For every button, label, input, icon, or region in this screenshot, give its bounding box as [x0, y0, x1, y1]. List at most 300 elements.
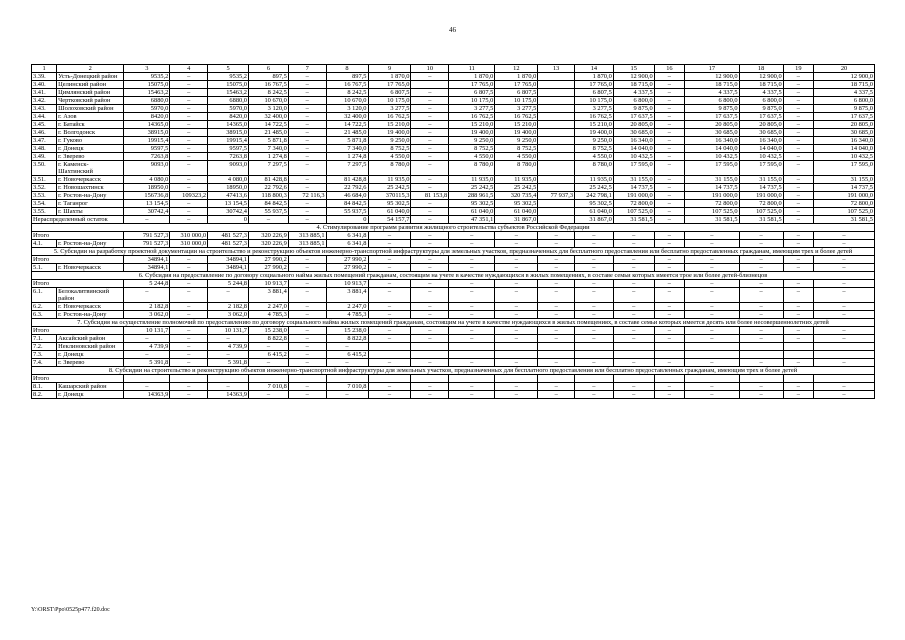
value-cell: [449, 351, 495, 359]
value-cell: –: [411, 256, 449, 264]
value-cell: 16 340,0: [814, 137, 875, 145]
value-cell: 14365,0: [208, 121, 249, 129]
value-cell: 4 080,0: [208, 176, 249, 184]
value-cell: 6 800,0: [814, 97, 875, 105]
value-cell: –: [124, 383, 170, 391]
value-cell: 72 800,0: [685, 200, 740, 208]
header-cell: 20: [814, 65, 875, 73]
value-cell: –: [288, 113, 326, 121]
value-cell: –: [783, 232, 813, 240]
value-cell: [739, 351, 783, 359]
row-number: 6.1.: [32, 288, 57, 303]
value-cell: –: [449, 335, 495, 343]
value-cell: –: [538, 280, 575, 288]
value-cell: [538, 129, 575, 137]
value-cell: –: [814, 288, 875, 303]
value-cell: 8 822,8: [326, 335, 368, 343]
value-cell: –: [170, 288, 208, 303]
value-cell: –: [170, 383, 208, 391]
value-cell: –: [654, 391, 684, 399]
row-name: Усть-Донецкий район: [57, 73, 124, 81]
value-cell: –: [411, 97, 449, 105]
value-cell: –: [170, 264, 208, 272]
value-cell: 10 432,5: [814, 153, 875, 161]
value-cell: –: [170, 311, 208, 319]
table-row: [32, 343, 875, 351]
value-cell: –: [783, 256, 813, 264]
table-row: [32, 73, 875, 81]
value-cell: –: [814, 311, 875, 319]
value-cell: [538, 161, 575, 176]
section-heading: 8. Субсидии на строительство и реконструкцию объектов инженерно-транспортной инфраструктуры для земельных участков, предназначенных для бесплатного предоставления или бесплатно предоставленных гражданам, имеющим трех и более детей: [32, 367, 875, 375]
value-cell: –: [449, 391, 495, 399]
value-cell: 9 875,0: [613, 105, 654, 113]
value-cell: 3 062,0: [208, 311, 249, 319]
value-cell: 7 340,0: [249, 145, 289, 153]
value-cell: 4 550,0: [368, 153, 411, 161]
value-cell: –: [326, 343, 368, 351]
value-cell: 109323,2: [170, 192, 208, 200]
value-cell: [538, 208, 575, 216]
value-cell: 320 226,9: [249, 240, 289, 248]
value-cell: [783, 375, 813, 383]
value-cell: 15463,2: [208, 89, 249, 97]
value-cell: –: [124, 288, 170, 303]
value-cell: –: [613, 288, 654, 303]
row-name: г. Донецк: [57, 351, 124, 359]
value-cell: –: [654, 240, 684, 248]
value-cell: 17 595,0: [685, 161, 740, 176]
value-cell: –: [368, 383, 411, 391]
value-cell: 11 935,0: [495, 176, 538, 184]
value-cell: 16 767,5: [326, 81, 368, 89]
value-cell: 27 990,2: [326, 256, 368, 264]
value-cell: –: [288, 264, 326, 272]
value-cell: 46 684,0: [326, 192, 368, 200]
value-cell: 8 780,0: [575, 161, 614, 176]
value-cell: 30 685,0: [814, 129, 875, 137]
value-cell: [814, 375, 875, 383]
value-cell: 11 935,0: [575, 176, 614, 184]
value-cell: –: [208, 288, 249, 303]
value-cell: 31 581,5: [613, 216, 654, 224]
value-cell: 7 297,5: [249, 161, 289, 176]
value-cell: –: [814, 280, 875, 288]
value-cell: 3 881,4: [249, 288, 289, 303]
value-cell: 17 637,5: [814, 113, 875, 121]
value-cell: –: [288, 391, 326, 399]
row-name: Целинский район: [57, 81, 124, 89]
value-cell: 6 341,8: [326, 232, 368, 240]
value-cell: –: [613, 383, 654, 391]
value-cell: 7 010,8: [249, 383, 289, 391]
value-cell: –: [654, 105, 684, 113]
value-cell: 9 875,0: [685, 105, 740, 113]
value-cell: 242 798,1: [575, 192, 614, 200]
value-cell: 17 765,0: [575, 81, 614, 89]
value-cell: [538, 200, 575, 208]
value-cell: 72 800,0: [739, 200, 783, 208]
value-cell: –: [783, 73, 813, 81]
row-label: Итого: [32, 375, 124, 383]
value-cell: –: [495, 311, 538, 319]
value-cell: –: [654, 137, 684, 145]
row-name: г. Донецк: [57, 391, 124, 399]
row-number: 6.3.: [32, 311, 57, 319]
value-cell: –: [411, 153, 449, 161]
table-row: [32, 256, 875, 264]
value-cell: [783, 351, 813, 359]
table-row: [32, 359, 875, 367]
row-label: Итого: [32, 256, 124, 264]
row-name: г. Новочеркасск: [57, 176, 124, 184]
value-cell: 3 277,5: [575, 105, 614, 113]
value-cell: –: [411, 129, 449, 137]
value-cell: –: [288, 176, 326, 184]
value-cell: –: [170, 343, 208, 351]
value-cell: 7263,8: [124, 153, 170, 161]
value-cell: 10 913,7: [249, 280, 289, 288]
value-cell: 1 274,8: [326, 153, 368, 161]
value-cell: –: [814, 391, 875, 399]
value-cell: –: [685, 288, 740, 303]
row-number: 3.40.: [32, 81, 57, 89]
row-number: 6.2.: [32, 303, 57, 311]
table-row: [32, 113, 875, 121]
row-name: Чертковский район: [57, 97, 124, 105]
value-cell: –: [654, 129, 684, 137]
value-cell: –: [783, 208, 813, 216]
value-cell: 17 595,0: [814, 161, 875, 176]
value-cell: –: [411, 264, 449, 272]
value-cell: –: [170, 113, 208, 121]
value-cell: 191 000,0: [814, 192, 875, 200]
value-cell: 8 780,0: [449, 161, 495, 176]
value-cell: 17 765,0: [449, 81, 495, 89]
value-cell: –: [170, 89, 208, 97]
section-heading: 4. Стимулирование программ развития жилищного строительства субъектов Российской Федерации: [32, 224, 875, 232]
value-cell: –: [783, 200, 813, 208]
value-cell: 15075,0: [208, 81, 249, 89]
value-cell: 6 415,2: [326, 351, 368, 359]
value-cell: [368, 343, 411, 351]
value-cell: –: [449, 264, 495, 272]
value-cell: 17 637,5: [613, 113, 654, 121]
table-row: [32, 351, 875, 359]
value-cell: [538, 121, 575, 129]
value-cell: 11 935,0: [449, 176, 495, 184]
value-cell: 54 157,7: [368, 216, 411, 224]
table-row: [32, 97, 875, 105]
value-cell: 3 062,0: [124, 311, 170, 319]
value-cell: 4 080,0: [124, 176, 170, 184]
value-cell: –: [411, 137, 449, 145]
value-cell: –: [783, 383, 813, 391]
value-cell: [495, 375, 538, 383]
value-cell: 791 527,3: [124, 240, 170, 248]
value-cell: –: [783, 240, 813, 248]
value-cell: 18950,0: [124, 184, 170, 192]
value-cell: [208, 375, 249, 383]
value-cell: 5 871,8: [249, 137, 289, 145]
value-cell: 72 800,0: [814, 200, 875, 208]
table-row: [32, 81, 875, 89]
value-cell: 191 000,0: [613, 192, 654, 200]
value-cell: 22 792,6: [326, 184, 368, 192]
value-cell: –: [654, 256, 684, 264]
value-cell: 8420,0: [208, 113, 249, 121]
value-cell: –: [685, 391, 740, 399]
value-cell: 4 337,5: [814, 89, 875, 97]
value-cell: –: [449, 359, 495, 367]
value-cell: 19 400,0: [575, 129, 614, 137]
value-cell: 10 131,7: [124, 327, 170, 335]
value-cell: –: [170, 351, 208, 359]
header-cell: 13: [538, 65, 575, 73]
value-cell: 20 805,0: [739, 121, 783, 129]
value-cell: 9597,5: [124, 145, 170, 153]
row-name: Белокалитвинский район: [57, 288, 124, 303]
value-cell: –: [170, 208, 208, 216]
value-cell: 1 870,0: [449, 73, 495, 81]
value-cell: 10 670,0: [249, 97, 289, 105]
table-row: [32, 200, 875, 208]
value-cell: –: [288, 89, 326, 97]
value-cell: –: [538, 303, 575, 311]
value-cell: 15 210,0: [495, 121, 538, 129]
value-cell: –: [538, 327, 575, 335]
value-cell: –: [170, 121, 208, 129]
value-cell: –: [685, 327, 740, 335]
value-cell: –: [411, 105, 449, 113]
value-cell: –: [575, 256, 614, 264]
row-number: 3.52.: [32, 184, 57, 192]
value-cell: [170, 375, 208, 383]
row-number: 3.42.: [32, 97, 57, 105]
value-cell: 8 242,5: [326, 89, 368, 97]
value-cell: –: [288, 383, 326, 391]
value-cell: 4 550,0: [575, 153, 614, 161]
value-cell: –: [288, 351, 326, 359]
value-cell: 5 391,8: [124, 359, 170, 367]
value-cell: 6 800,0: [739, 97, 783, 105]
value-cell: [538, 113, 575, 121]
section-heading-row: [32, 272, 875, 280]
value-cell: [538, 105, 575, 113]
value-cell: –: [739, 359, 783, 367]
value-cell: 16 767,5: [249, 81, 289, 89]
value-cell: 31 581,5: [814, 216, 875, 224]
value-cell: [575, 351, 614, 359]
row-name: г. Новочеркасск: [57, 264, 124, 272]
value-cell: 9597,5: [208, 145, 249, 153]
value-cell: 9535,2: [124, 73, 170, 81]
value-cell: –: [654, 73, 684, 81]
value-cell: –: [575, 327, 614, 335]
section-heading-row: [32, 248, 875, 256]
value-cell: –: [814, 327, 875, 335]
value-cell: 4 739,9: [208, 343, 249, 351]
value-cell: 7 297,5: [326, 161, 368, 176]
value-cell: –: [685, 256, 740, 264]
value-cell: 13 154,5: [208, 200, 249, 208]
value-cell: –: [288, 137, 326, 145]
value-cell: –: [368, 280, 411, 288]
budget-table: [31, 64, 875, 399]
value-cell: –: [495, 280, 538, 288]
value-cell: –: [449, 327, 495, 335]
value-cell: –: [495, 327, 538, 335]
header-cell: 15: [613, 65, 654, 73]
value-cell: –: [613, 335, 654, 343]
value-cell: 17 637,5: [685, 113, 740, 121]
value-cell: 0: [208, 216, 249, 224]
value-cell: –: [288, 200, 326, 208]
value-cell: [449, 343, 495, 351]
value-cell: 30 685,0: [685, 129, 740, 137]
value-cell: 191 000,0: [685, 192, 740, 200]
header-cell: 9: [368, 65, 411, 73]
row-number: 3.39.: [32, 73, 57, 81]
value-cell: –: [411, 200, 449, 208]
value-cell: 95 302,5: [495, 200, 538, 208]
value-cell: 7 340,0: [326, 145, 368, 153]
value-cell: 31 867,0: [575, 216, 614, 224]
value-cell: –: [411, 288, 449, 303]
value-cell: –: [449, 232, 495, 240]
value-cell: –: [288, 208, 326, 216]
value-cell: –: [739, 288, 783, 303]
header-cell: 5: [208, 65, 249, 73]
row-name: г. Таганрог: [57, 200, 124, 208]
value-cell: 31 581,5: [739, 216, 783, 224]
value-cell: 191 000,0: [739, 192, 783, 200]
row-number: 3.53.: [32, 192, 57, 200]
value-cell: 32 400,0: [249, 113, 289, 121]
value-cell: 897,5: [326, 73, 368, 81]
value-cell: [495, 343, 538, 351]
value-cell: 22 792,6: [249, 184, 289, 192]
value-cell: 55 937,5: [326, 208, 368, 216]
value-cell: –: [654, 359, 684, 367]
value-cell: 4 785,3: [249, 311, 289, 319]
header-cell: 4: [170, 65, 208, 73]
row-number: 3.41.: [32, 89, 57, 97]
value-cell: –: [411, 391, 449, 399]
value-cell: –: [613, 311, 654, 319]
value-cell: –: [783, 391, 813, 399]
header-cell: 17: [685, 65, 740, 73]
row-name: г. Ростов-на-Дону: [57, 311, 124, 319]
value-cell: –: [654, 327, 684, 335]
value-cell: –: [411, 89, 449, 97]
value-cell: 313 885,1: [288, 232, 326, 240]
value-cell: [575, 375, 614, 383]
value-cell: –: [654, 264, 684, 272]
value-cell: [538, 184, 575, 192]
value-cell: –: [288, 145, 326, 153]
value-cell: [814, 343, 875, 351]
value-cell: –: [814, 240, 875, 248]
value-cell: 897,5: [249, 73, 289, 81]
table-row: [32, 89, 875, 97]
row-name: г. Новошахтинск: [57, 184, 124, 192]
value-cell: –: [368, 303, 411, 311]
value-cell: 10 432,5: [613, 153, 654, 161]
header-cell: 18: [739, 65, 783, 73]
value-cell: 9 250,0: [575, 137, 614, 145]
value-cell: [495, 351, 538, 359]
value-cell: –: [170, 391, 208, 399]
value-cell: 16 340,0: [613, 137, 654, 145]
value-cell: 6 807,5: [575, 89, 614, 97]
value-cell: [538, 375, 575, 383]
value-cell: 7 010,8: [326, 383, 368, 391]
value-cell: –: [575, 359, 614, 367]
table-row: [32, 208, 875, 216]
value-cell: 5 244,8: [208, 280, 249, 288]
value-cell: –: [288, 161, 326, 176]
value-cell: [249, 375, 289, 383]
value-cell: –: [288, 121, 326, 129]
value-cell: 15 210,0: [575, 121, 614, 129]
value-cell: –: [654, 161, 684, 176]
value-cell: –: [170, 200, 208, 208]
value-cell: 17 595,0: [613, 161, 654, 176]
value-cell: –: [538, 335, 575, 343]
value-cell: –: [495, 232, 538, 240]
value-cell: [368, 375, 411, 383]
value-cell: –: [495, 264, 538, 272]
value-cell: –: [739, 303, 783, 311]
value-cell: –: [249, 359, 289, 367]
value-cell: 3 120,0: [326, 105, 368, 113]
value-cell: –: [288, 288, 326, 303]
value-cell: –: [170, 105, 208, 113]
value-cell: –: [739, 240, 783, 248]
value-cell: 15 238,0: [326, 327, 368, 335]
value-cell: 4 739,9: [124, 343, 170, 351]
row-name: г. Зверево: [57, 359, 124, 367]
value-cell: 13 154,5: [124, 200, 170, 208]
header-cell: 6: [249, 65, 289, 73]
value-cell: –: [538, 391, 575, 399]
row-number: 3.55.: [32, 208, 57, 216]
row-name: г. Батайск: [57, 121, 124, 129]
value-cell: [538, 145, 575, 153]
value-cell: –: [739, 327, 783, 335]
header-cell: 8: [326, 65, 368, 73]
value-cell: 15 210,0: [449, 121, 495, 129]
value-cell: –: [170, 97, 208, 105]
value-cell: 30742,4: [124, 208, 170, 216]
table-row: [32, 391, 875, 399]
value-cell: 16 762,5: [368, 113, 411, 121]
value-cell: [538, 153, 575, 161]
value-cell: 8 780,0: [495, 161, 538, 176]
value-cell: [538, 81, 575, 89]
value-cell: –: [654, 200, 684, 208]
value-cell: 12 900,0: [739, 73, 783, 81]
value-cell: 95 302,5: [575, 200, 614, 208]
value-cell: –: [538, 232, 575, 240]
row-name: г. Каменск-Шахтинский: [57, 161, 124, 176]
value-cell: 20 805,0: [685, 121, 740, 129]
value-cell: –: [495, 256, 538, 264]
value-cell: 15463,2: [124, 89, 170, 97]
value-cell: 10 913,7: [326, 280, 368, 288]
value-cell: 72 116,3: [288, 192, 326, 200]
